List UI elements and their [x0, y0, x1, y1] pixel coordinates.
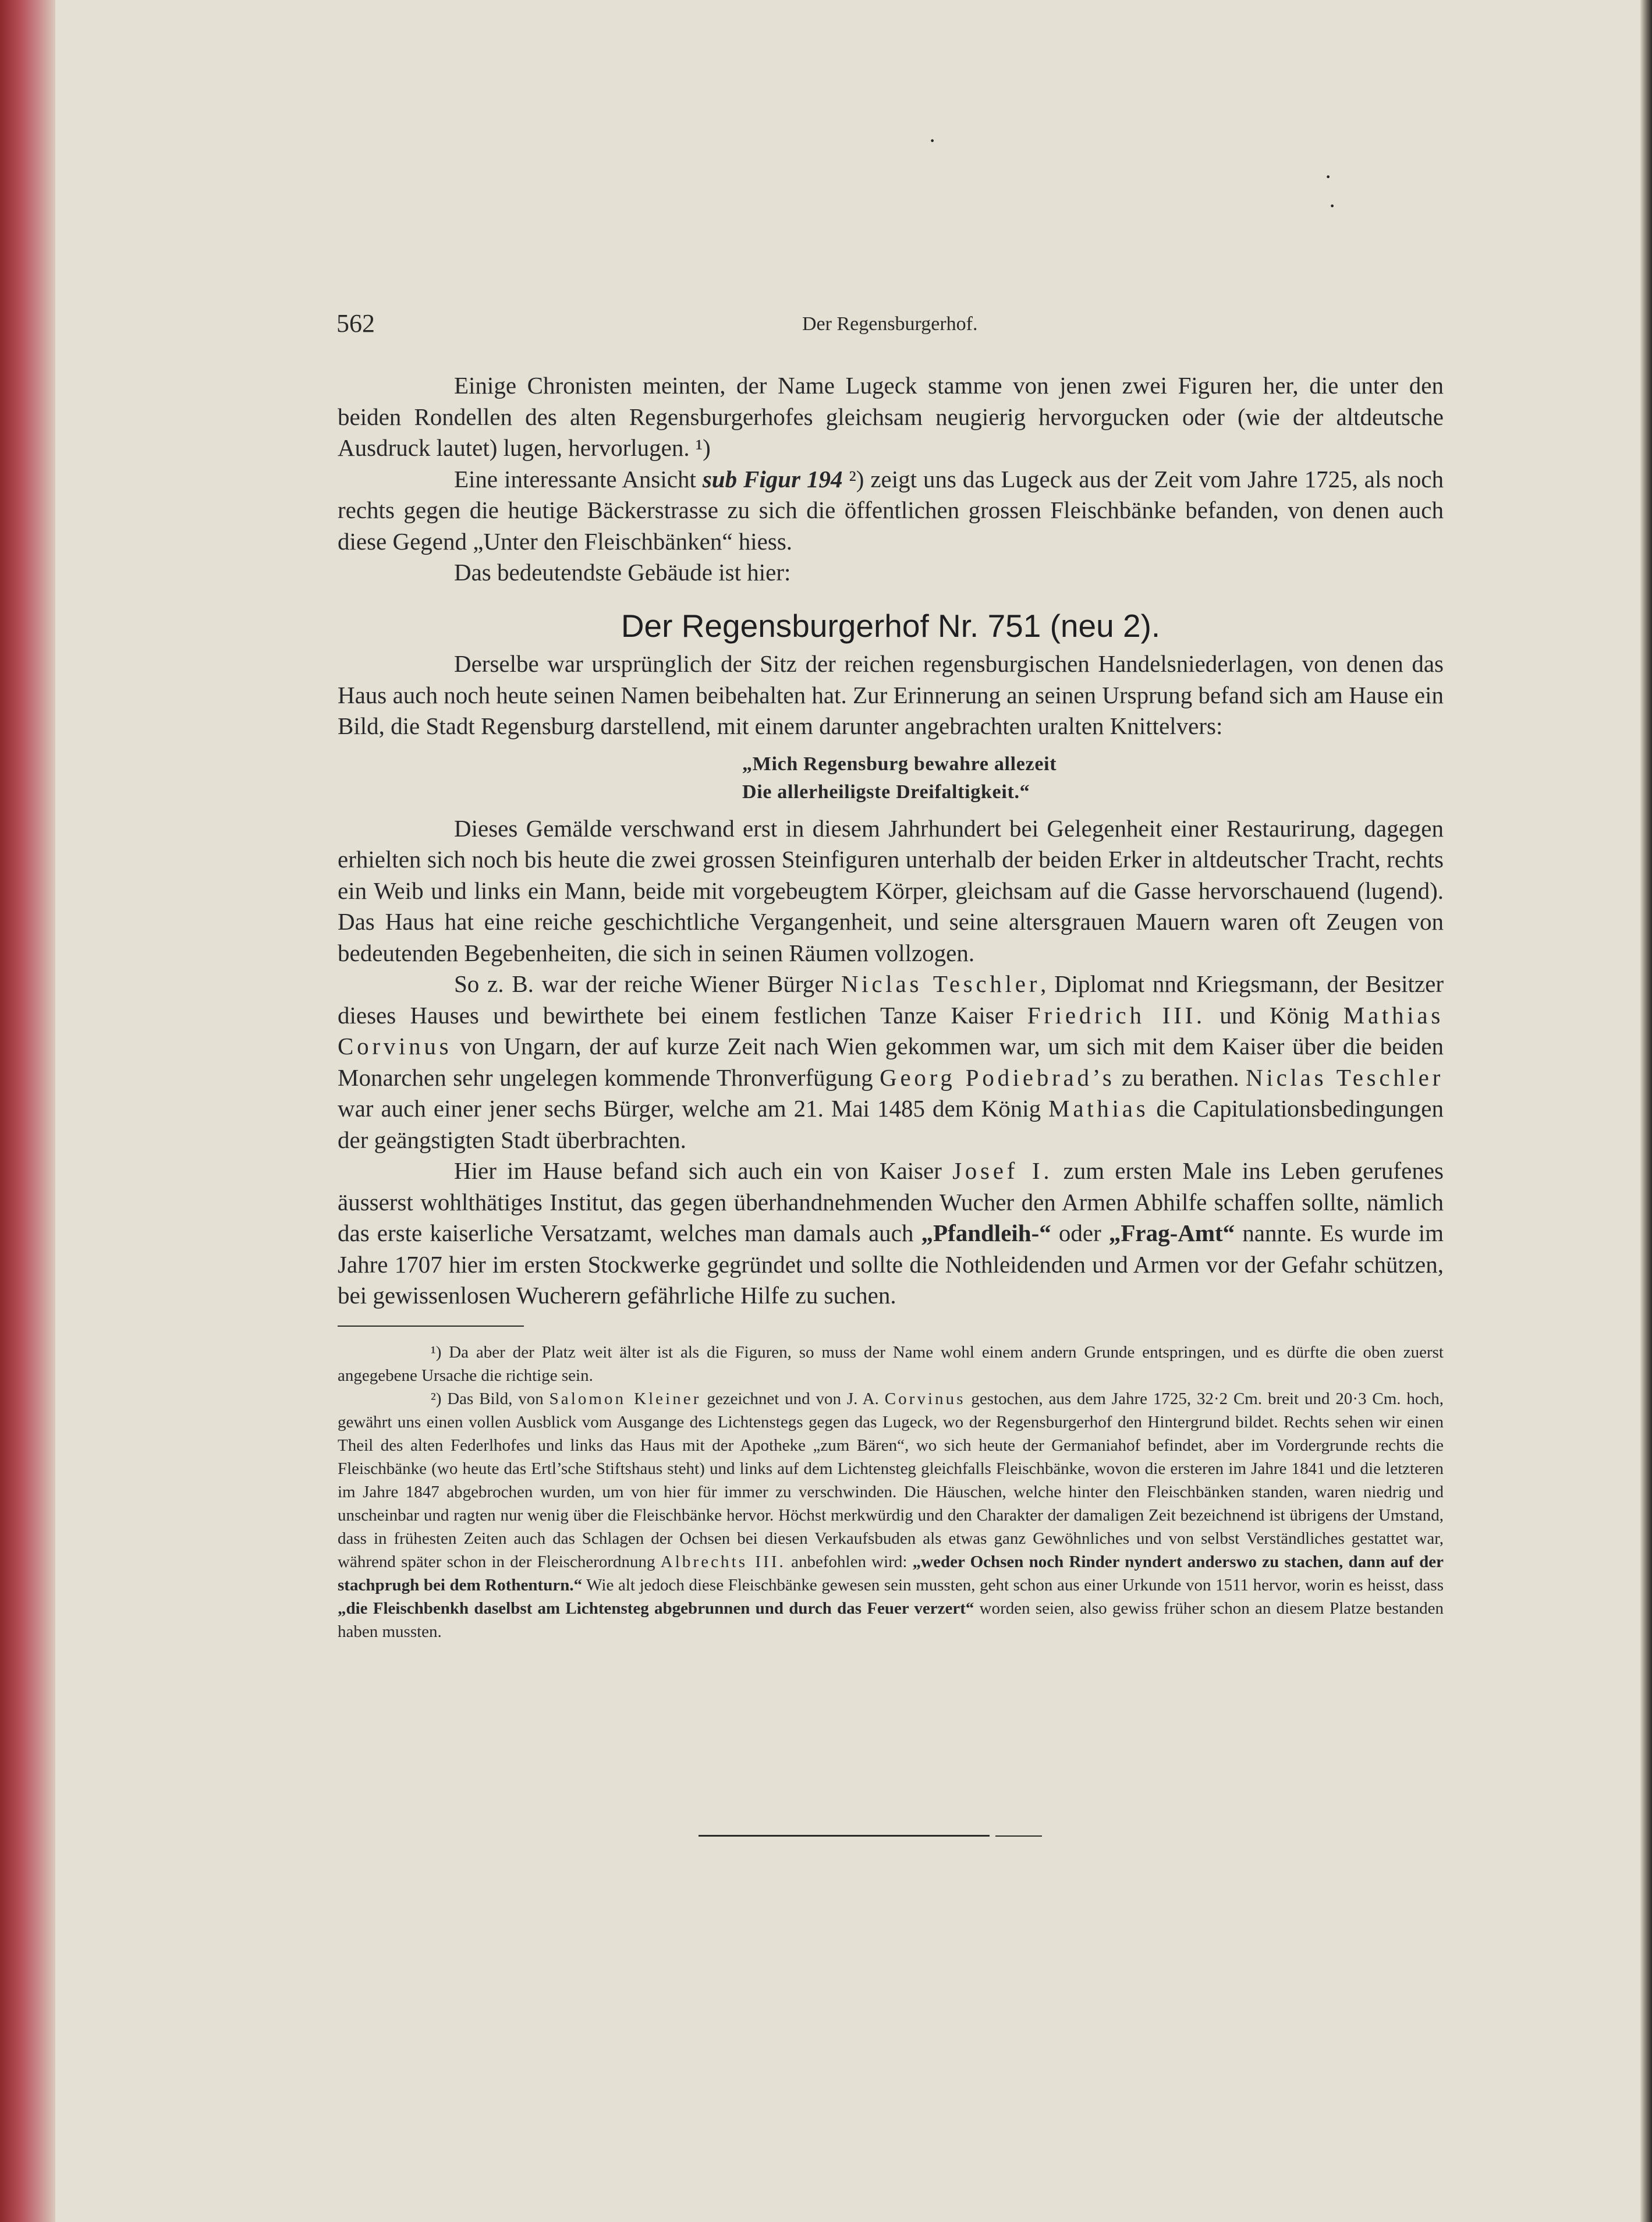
footnote: ¹) Da aber der Platz weit älter ist als die Figuren, so muss der Name wohl einem andern Grunde entspringen, und es dürfte die oben zuerst angegebene Ursache die richtige sein. [338, 1342, 1444, 1385]
person-name: Georg Podiebrad’s [880, 1064, 1115, 1091]
text-run: Hier im Hause befand sich auch ein von Kaiser [454, 1157, 953, 1184]
person-name: Albrechts III. [660, 1552, 786, 1571]
footnote [338, 1387, 1444, 1643]
fraktur-quote: „die Fleischbenkh daselbst am Lichtensteg abgebrunnen und durch das Feuer verzert“ [338, 1599, 974, 1618]
verse-line: „Mich Regensburg bewahre allezeit [742, 753, 1057, 775]
paragraph [338, 969, 1444, 1156]
verse-quote [742, 750, 1444, 806]
text-run: von Ungarn, der auf kurze Zeit nach Wien gekommen war, um sich mit dem Kaiser über die beiden Monarchen sehr ungelegen kommende Thronverfügung [338, 1033, 1444, 1091]
section-heading: Der Regensburgerhof Nr. 751 (neu 2). [621, 607, 1161, 644]
speck-mark: · [1328, 193, 1337, 219]
person-name: Mathias Corvinus [338, 1001, 1444, 1059]
text-run: oder [1051, 1220, 1109, 1246]
fraktur-quote: „weder Ochsen noch Rinder nyndert anderswo zu stachen, dann auf der stachprugh bei dem Rothenturn.“ [338, 1552, 1444, 1594]
footnotes [338, 1341, 1444, 1643]
fraktur-term: „Pfandleih-“ [921, 1220, 1051, 1246]
text-run: zum ersten Male ins Leben gerufenes äusserst wohlthätiges Institut, das gegen überhandnehmenden Wucher den Armen Abhilfe schaffen sollte, nämlich das erste kaiserliche Versatzamt, welches man damals auch [338, 1157, 1444, 1246]
book-binding-edge [0, 0, 55, 2222]
text-run: ²) Das Bild, von [431, 1389, 550, 1408]
text-run: nannte. Es wurde im Jahre 1707 hier im ersten Stockwerke gegründet und sollte die Nothleidenden und Armen vor der Gefahr schützen, bei gewissenlosen Wucherern gefährliche Hilfe zu suchen. [338, 1220, 1444, 1309]
text-run: gezeichnet und von J. A. [701, 1389, 885, 1408]
text-run: gestochen, aus dem Jahre 1725, 32·2 Cm. breit und 20·3 Cm. hoch, gewährt uns einen vollen Ausblick vom Ausgange des Lichtenstegs gegen das Lugeck, wo der Regensburgerhof den Hintergrund bildet. Rechts sehen wir einen Theil des alten Federlhofes und links das Haus mit der Apotheke „zum Bären“, wo sich heute der Germaniahof befindet, aber im Vordergrunde rechts die Fleischbänke (wo heute das Ertl’sche Stiftshaus steht) und links auf dem Lichtensteg gleichfalls Fleischbänke, wovon die ersteren im Jahre 1841 und die letzteren im Jahre 1847 abgebrochen wurden, um von hier für immer zu verschwinden. Die Häuschen, welche hinter den Fleischbänken standen, waren niedrig und unscheinbar und ragten nur wenig über die Fleischbänke hervor. Höchst merkwürdig und den Charakter der damaligen Zeit bezeichnend ist übrigens der Umstand, dass in frühesten Zeiten auch das Schlagen der Ochsen bei diesen Verkaufsbuden als etwas ganz Gewöhnliches und von selbst Verständliches gestattet war, während später schon in der Fleischerordnung [338, 1389, 1444, 1571]
text-run: zu berathen. [1115, 1064, 1246, 1091]
paragraph: Dieses Gemälde verschwand erst in diesem Jahrhundert bei Gelegenheit einer Restaurirung, dagegen erhielten sich noch bis heute die zwei grossen Steinfiguren unterhalb der beiden Erker in altdeutscher Tracht, rechts ein Weib und links ein Mann, beide mit vorgebeugtem Körper, gleichsam auf die Gasse hervorschauend (lugend). Das Haus hat eine reiche geschichtliche Vergangenheit, und seine altersgrauen Mauern waren oft Zeugen von bedeutenden Begebenheiten, die sich in seinen Räumen vollzogen. [338, 814, 1444, 966]
text-run: ²) zeigt uns das Lugeck aus der Zeit vom Jahre 1725, als noch rechts gegen die heutige Bäckerstrasse zu sich die öffentlichen grossen Fleischbänke befanden, von denen auch diese Gegend „Unter den Fleischbänken“ hiess. [338, 465, 1444, 555]
verse-line: Die allerheiligste Dreifaltigkeit.“ [742, 781, 1030, 803]
speck-mark: · [928, 127, 937, 154]
running-title: Der Regensburgerhof. [802, 313, 978, 335]
end-rule-line [699, 1835, 990, 1837]
text-run: anbefohlen wird: [785, 1552, 913, 1571]
text-run: Wie alt jedoch diese Fleischbänke gewesen sein mussten, geht schon aus einer Urkunde von 1511 hervor, worin es heisst, dass [582, 1575, 1444, 1594]
person-name: Corvinus [884, 1389, 966, 1408]
paragraph [338, 464, 1444, 558]
text-run: So z. B. war der reiche Wiener Bürger [454, 970, 841, 997]
text-run: worden seien, also gewiss früher schon an diesem Platze bestanden haben mussten. [338, 1599, 1444, 1641]
fraktur-term: „Frag-Amt“ [1108, 1220, 1235, 1246]
person-name: Friedrich III. [1027, 1001, 1206, 1029]
text-run: war auch einer jener sechs Bürger, welche am 21. Mai 1485 dem König [338, 1095, 1049, 1122]
paragraph: Das bedeutendste Gebäude ist hier: [454, 559, 791, 586]
person-name: Salomon Kleiner [549, 1389, 701, 1408]
page-number: 562 [336, 309, 375, 338]
text-run: und König [1205, 1001, 1343, 1029]
main-text [338, 370, 1444, 1643]
end-rule-line [995, 1835, 1042, 1837]
page-header [336, 309, 1593, 343]
text-run: Eine interessante Ansicht [454, 465, 703, 492]
page-shadow-edge [1640, 0, 1652, 2222]
speck-mark: · [1324, 164, 1332, 190]
person-name: Niclas Teschler [1246, 1064, 1444, 1091]
paragraph: Einige Chronisten meinten, der Name Lugeck stamme von jenen zwei Figuren her, die unter den beiden Rondellen des alten Regensburgerhofes gleichsam neugierig hervorgucken oder (wie der altdeutsche Ausdruck lautet) lugen, hervorlugen. ¹) [338, 372, 1444, 461]
paragraph: Derselbe war ursprünglich der Sitz der reichen regensburgischen Handelsniederlagen, von denen das Haus auch noch heute seinen Namen beibehalten hat. Zur Erinnerung an seinen Ursprung befand sich am Hause ein Bild, die Stadt Regensburg darstellend, mit einem darunter angebrachten uralten Knittelvers: [338, 650, 1444, 739]
person-name: Mathias [1048, 1095, 1149, 1122]
text-run: , Diplomat nnd Kriegsmann, der Besitzer dieses Hauses und bewirthete bei einem festlichen Tanze Kaiser [338, 970, 1444, 1029]
paragraph [338, 1156, 1444, 1312]
end-ornament-rule [699, 1835, 1059, 1852]
figure-reference: sub Figur 194 [702, 465, 843, 492]
footnote-divider [338, 1326, 524, 1327]
person-name: Niclas Teschler [841, 970, 1041, 997]
text-run: die Capitulationsbedingungen der geängstigten Stadt überbrachten. [338, 1095, 1444, 1153]
person-name: Josef I. [952, 1157, 1053, 1184]
